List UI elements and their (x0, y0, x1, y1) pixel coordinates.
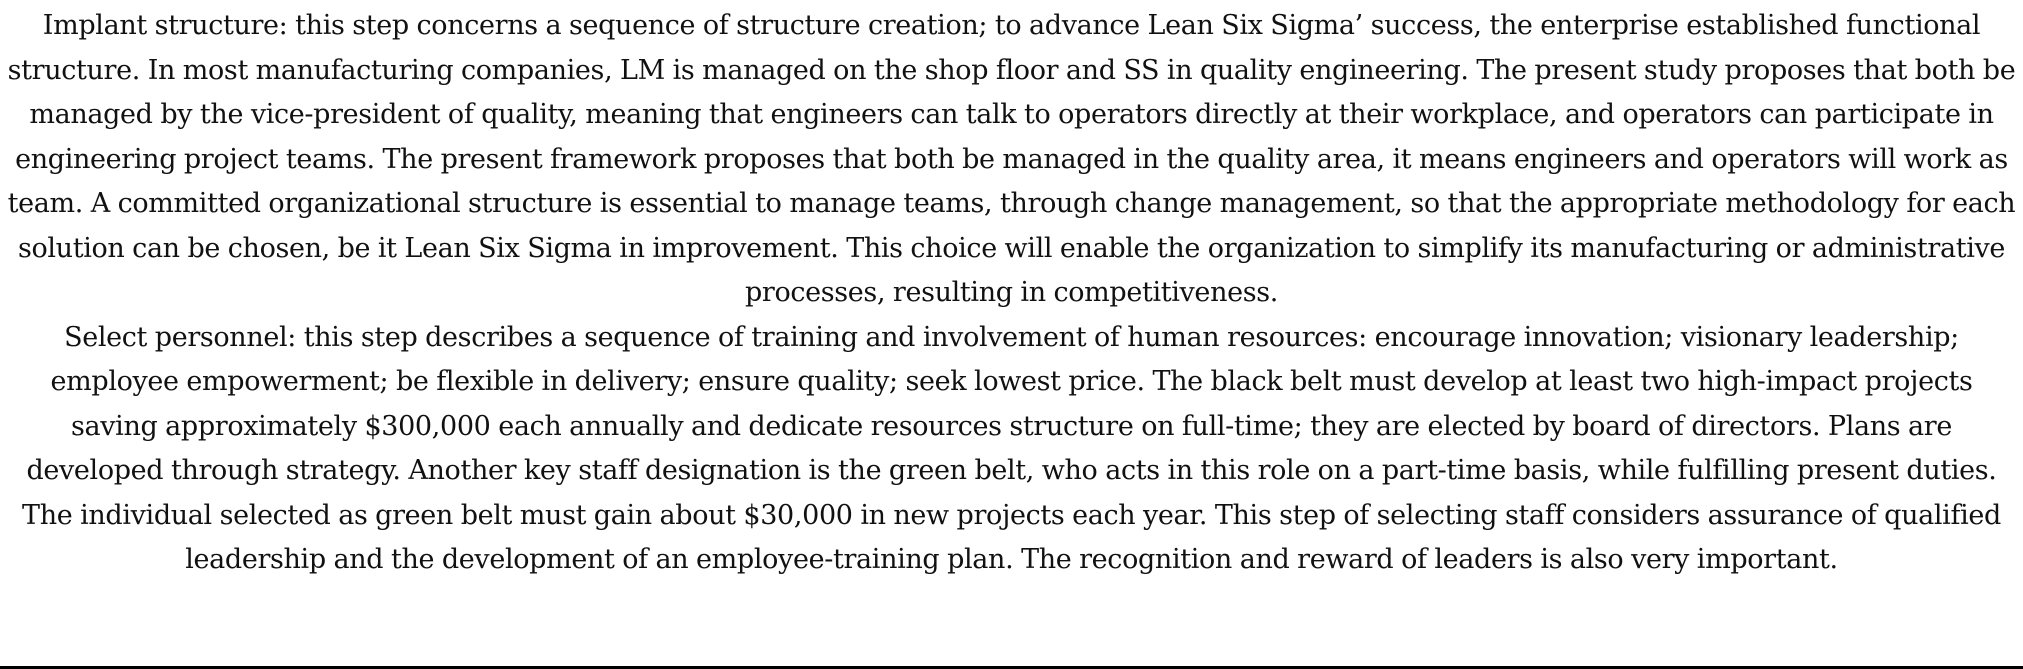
paragraph-select-personnel: Select personnel: this step describes a sequence of training and involvement of human resources: encourage innovation; visionary leadership; employee empowerment; be flexible in delivery; ensure quality; seek lowest price. The black belt must develop at least two high-impact projects saving approximately $300,000 each annually and dedicate resources structure on full-time; they are elected by board of directors. Plans are developed through strategy. Another key staff designation is the green belt, who acts in this role on a part-time basis, while fulfilling present duties. The individual selected as green belt must gain about $30,000 in new projects each year. This step of selecting staff considers assurance of qualified leadership and the development of an employee-training plan. The recognition and reward of leaders is also very important. (22, 321, 2001, 575)
paragraph-implant-structure: Implant structure: this step concerns a sequence of structure creation; to advance Lean Six Sigma’ success, the enterprise established functional structure. In most manufacturing companies, LM is managed on the shop floor and SS in quality engineering. The present study proposes that both be managed by the vice-president of quality, meaning that engineers can talk to operators directly at their workplace, and operators can participate in engineering project teams. The present framework proposes that both be managed in the quality area, it means engineers and operators will work as team. A committed organizational structure is essential to manage teams, through change management, so that the appropriate methodology for each solution can be chosen, be it Lean Six Sigma in improvement. This choice will enable the organization to simplify its manufacturing or administrative processes, resulting in competitiveness. (7, 10, 2016, 308)
